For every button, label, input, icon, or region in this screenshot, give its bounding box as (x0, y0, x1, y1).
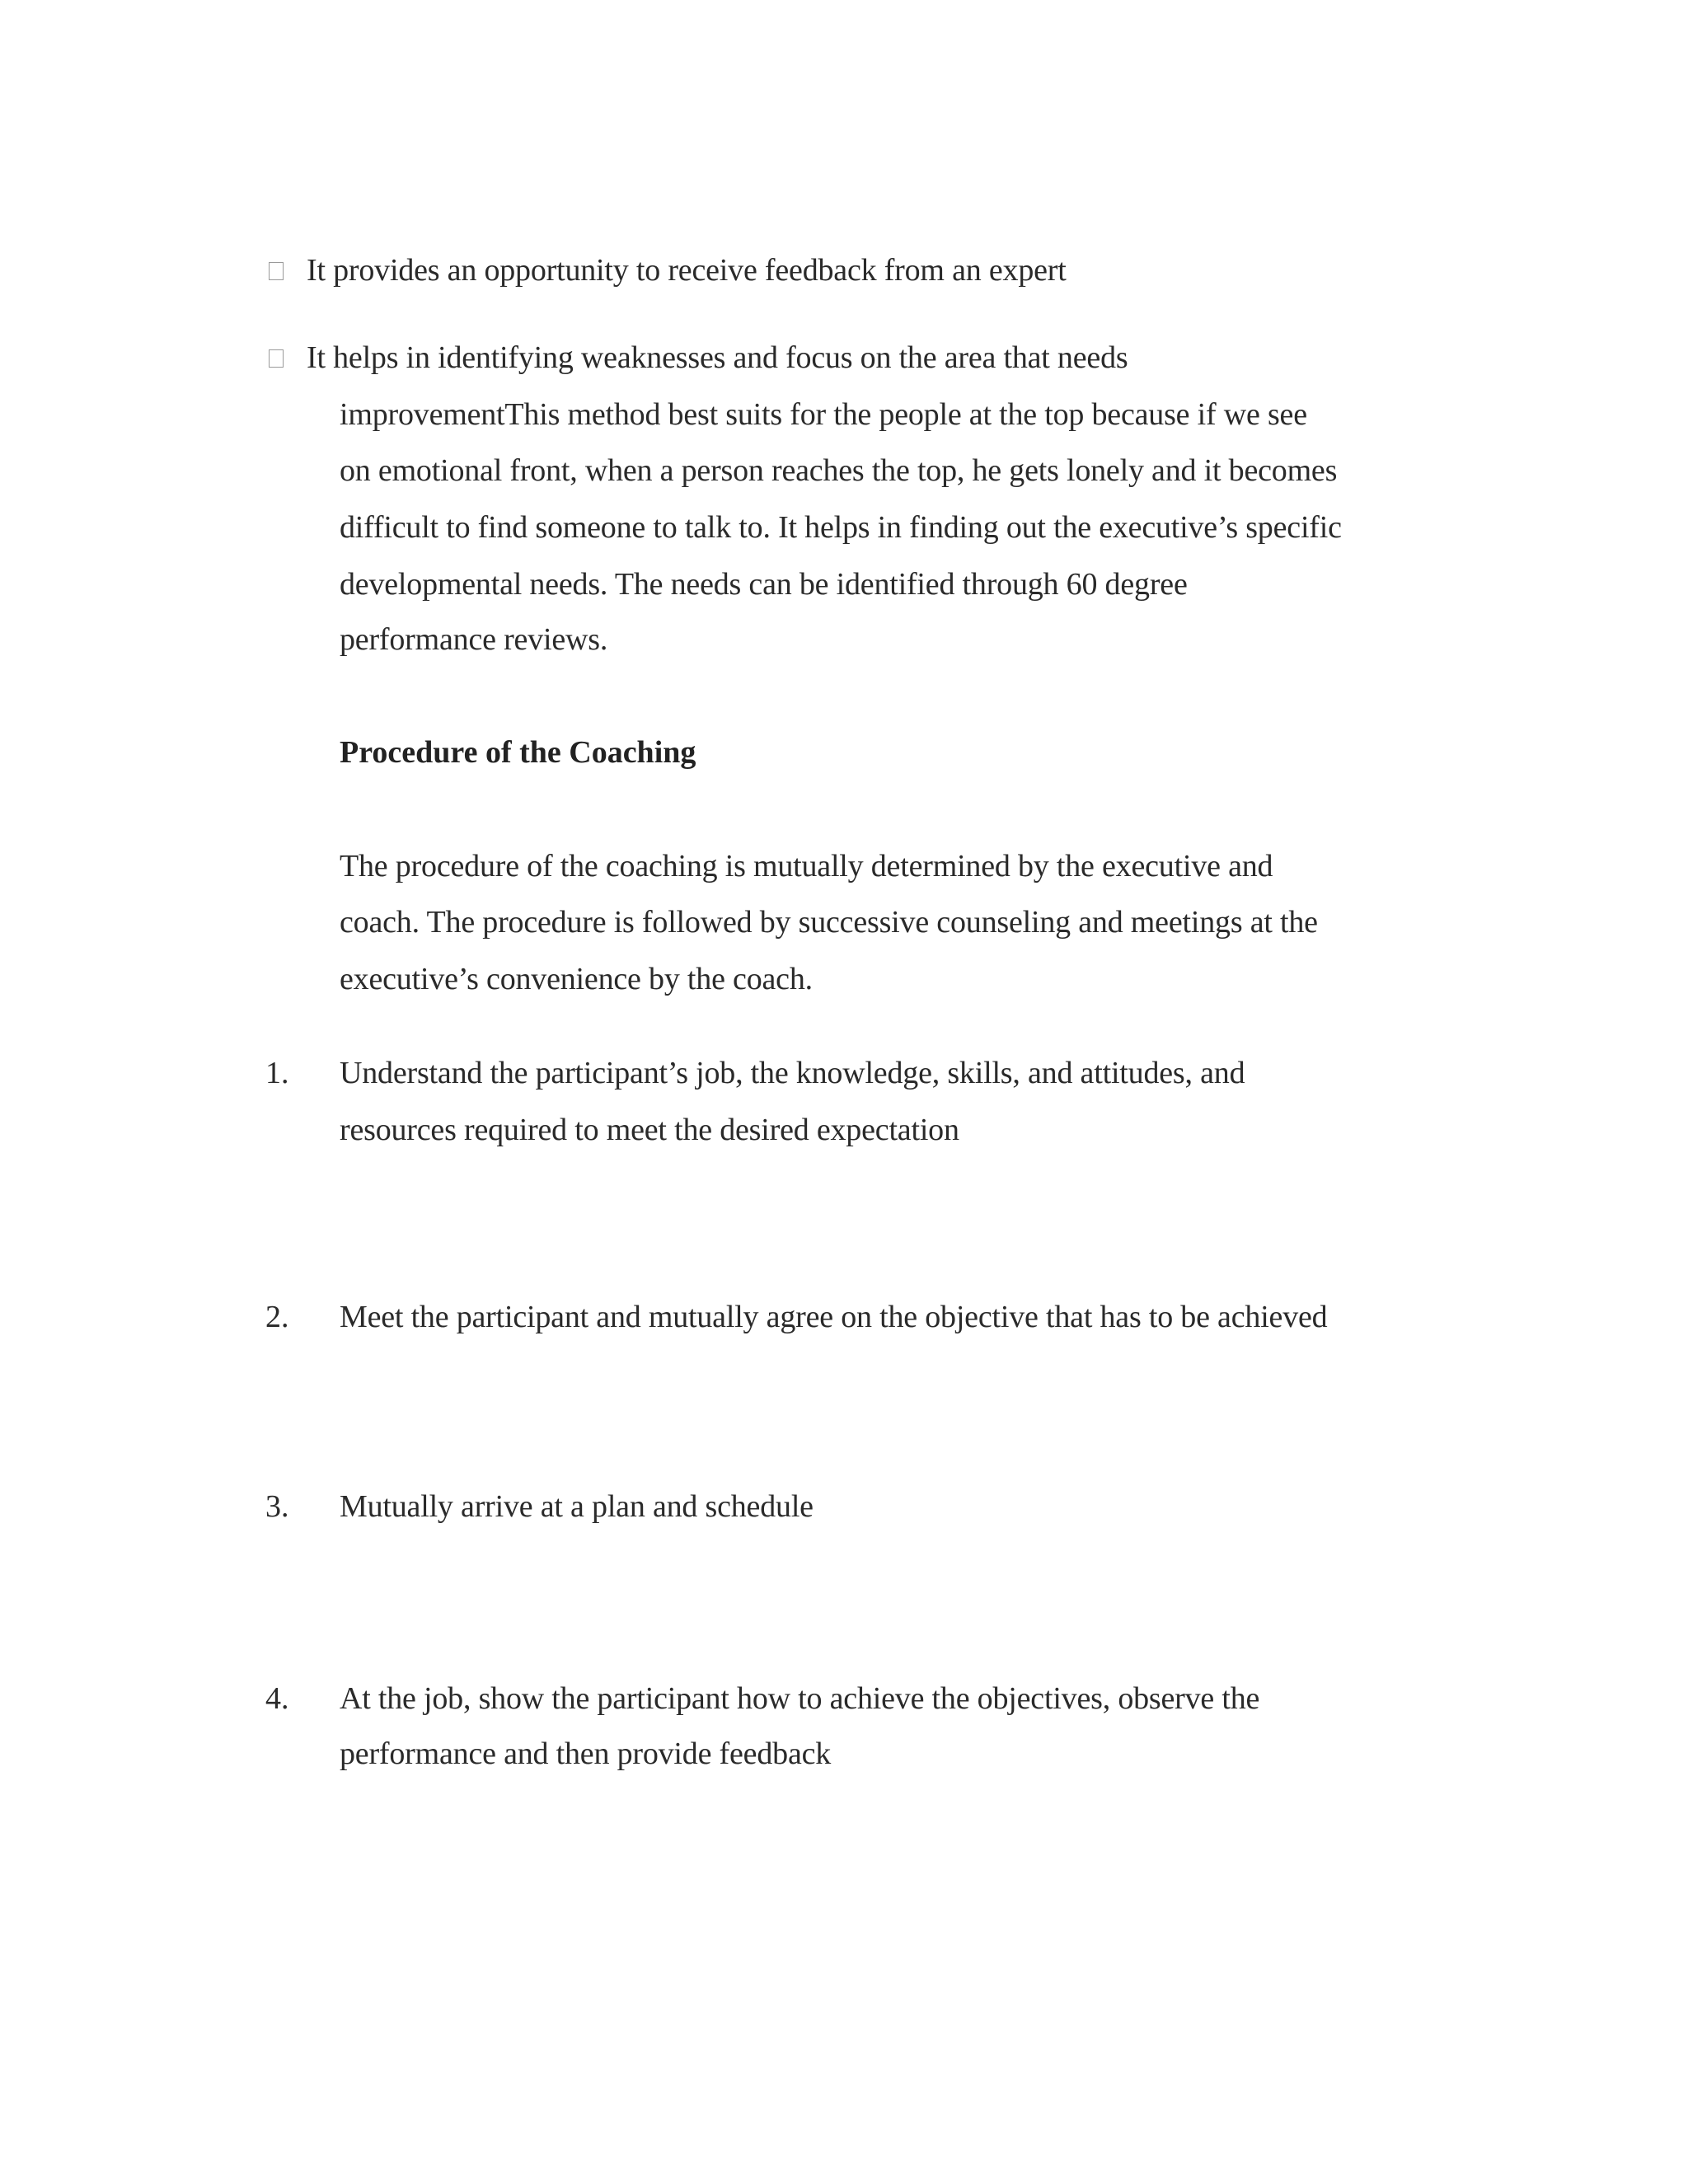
bullet-text: It helps in identifying weaknesses and focus on the area that needs (307, 340, 1128, 375)
step-number: 2. (265, 1300, 289, 1334)
paragraph-line: coach. The procedure is followed by successive counseling and meetings at the (340, 905, 1318, 940)
step-number: 3. (265, 1489, 289, 1524)
bullet-text-continued: improvementThis method best suits for the people at the top because if we see (340, 397, 1307, 432)
bullet-text-continued: difficult to find someone to talk to. It helps in finding out the executive’s specific (340, 510, 1342, 545)
bullet-text: It provides an opportunity to receive feedback from an expert (307, 253, 1067, 288)
step-number: 4. (265, 1681, 289, 1716)
paragraph-line: executive’s convenience by the coach. (340, 962, 813, 996)
step-text: Meet the participant and mutually agree on the objective that has to be achieved (340, 1300, 1328, 1334)
step-text: Understand the participant’s job, the knowledge, skills, and attitudes, and (340, 1056, 1245, 1090)
bullet-square-icon (269, 349, 284, 368)
bullet-text-continued: performance reviews. (340, 622, 608, 657)
step-number: 1. (265, 1056, 289, 1090)
step-text: At the job, show the participant how to achieve the objectives, observe the (340, 1681, 1260, 1716)
step-text: Mutually arrive at a plan and schedule (340, 1489, 814, 1524)
bullet-text-continued: developmental needs. The needs can be identified through 60 degree (340, 567, 1188, 602)
step-text-continued: resources required to meet the desired expectation (340, 1113, 959, 1147)
section-heading: Procedure of the Coaching (340, 735, 696, 770)
step-text-continued: performance and then provide feedback (340, 1736, 832, 1771)
paragraph-line: The procedure of the coaching is mutually determined by the executive and (340, 849, 1273, 883)
bullet-square-icon (269, 262, 284, 280)
bullet-text-continued: on emotional front, when a person reaches the top, he gets lonely and it becomes (340, 453, 1338, 488)
